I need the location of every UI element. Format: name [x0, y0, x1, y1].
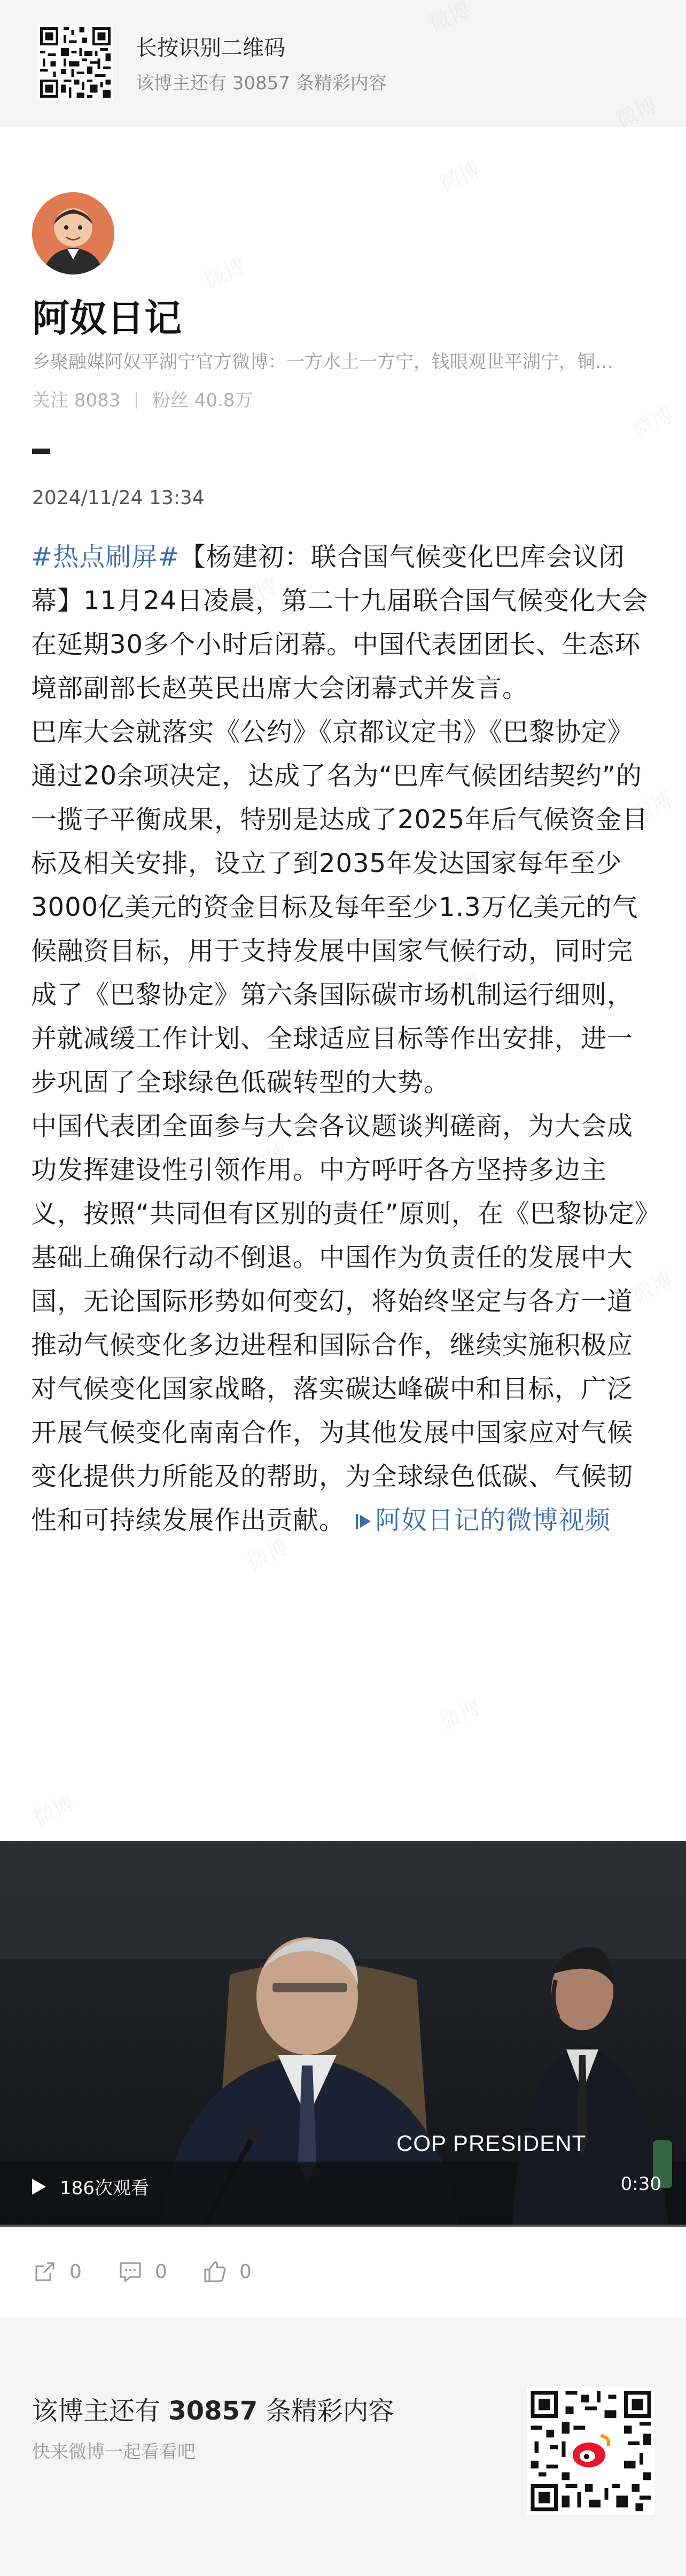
post-paragraph-1: [31, 535, 656, 710]
banner-title: 长按识别二维码: [136, 36, 285, 60]
comment-icon: [118, 2259, 143, 2284]
video-caption: COP PRESIDENT: [396, 2131, 587, 2156]
profile-stats: [32, 386, 253, 412]
watermark: [434, 153, 486, 198]
fans-label: 粉丝: [152, 390, 189, 411]
play-icon[interactable]: [31, 2178, 47, 2196]
follow-count[interactable]: 8083: [74, 390, 121, 411]
footer-count: 30857: [168, 2396, 258, 2426]
username[interactable]: 阿奴日记: [32, 296, 182, 340]
video-frame: [0, 1841, 686, 2227]
post-date: 2024/11/24 13:34: [32, 487, 205, 509]
video-link-text: 阿奴日记的微博视频: [375, 1505, 611, 1535]
comment-count: 0: [155, 2260, 167, 2283]
footer-subtitle: 快来微博一起看看吧: [32, 2441, 196, 2463]
post-paragraph-3: [31, 1104, 656, 1542]
repost-icon: [32, 2259, 58, 2284]
post-body: [31, 535, 656, 1542]
watermark: [626, 398, 678, 444]
watermark: [199, 249, 251, 294]
qr-code-image[interactable]: [37, 25, 113, 100]
watermark: [434, 1691, 486, 1736]
post-text: 【杨建初：联合国气候变化巴库会议闭幕】11月24日凌晨，第二十九届联合国气候变化大会在延期30多个小时后闭幕。中国代表团团长、生态环境部副部长赵英民出席大会闭幕式并发言。: [31, 542, 649, 703]
footer-title: [32, 2390, 394, 2427]
repost-count: 0: [69, 2260, 82, 2283]
qr-banner: [0, 0, 686, 127]
watermark: [28, 1787, 80, 1832]
follow-label: 关注: [32, 390, 68, 411]
action-bar: [0, 2227, 686, 2318]
video-player[interactable]: [0, 1841, 686, 2227]
section-divider: [32, 449, 50, 454]
like-count: 0: [239, 2260, 252, 2283]
stats-divider: [136, 392, 137, 409]
video-duration: 0:30: [620, 2173, 661, 2195]
view-count: 186次观看: [60, 2178, 149, 2199]
avatar[interactable]: [32, 192, 114, 274]
profile-bio: 乡聚融媒阿奴平湖宁官方微博：一方水土一方宁，钱眼观世平湖宁，铜…: [32, 351, 613, 373]
comment-button[interactable]: [118, 2259, 167, 2284]
footer-title-suffix: 条精彩内容: [266, 2396, 394, 2426]
video-link[interactable]: [354, 1505, 611, 1535]
qr-code-image[interactable]: [527, 2387, 655, 2515]
post-text: 中国代表团全面参与大会各议题谈判磋商，为大会成功发挥建设性引领作用。中方呼吁各方坚持多边主义，按照“共同但有区别的责任”原则，在《巴黎协定》基础上确保行动不倒退。中国作为负责任的发展中大国，无论国际形势如何变幻，将始终坚定与各方一道推动气候变化多边进程和国际合作，继续实施积极应对气候变化国家战略，落实碳达峰碳中和目标，广泛开展气候变化南南合作，为其他发展中国家应对气候变化提供力所能及的帮助，为全球绿色低碳、气候韧性和可持续发展作出贡献。: [31, 1111, 648, 1535]
banner-subtitle: 该博主还有 30857 条精彩内容: [136, 73, 387, 94]
post-paragraph-2: 巴库大会就落实《公约》《京都议定书》《巴黎协定》通过20余项决定，达成了名为“巴库气候团结契约”的一揽子平衡成果，特别是达成了2025年后气候资金目标及相关安排，设立了到2035年发达国家每年至少3000亿美元的资金目标及每年至少1.3万亿美元的气候融资目标，用于支持发展中国家气候行动，同时完成了《巴黎协定》第六条国际碳市场机制运行细则，并就减缓工作计划、全球适应目标等作出安排，进一步巩固了全球绿色低碳转型的大势。: [31, 717, 649, 1097]
fans-count[interactable]: 40.8万: [194, 390, 253, 411]
hashtag-link[interactable]: #热点刷屏#: [31, 542, 180, 572]
video-link-icon: [354, 1511, 373, 1532]
footer-promo: [0, 2318, 686, 2576]
like-button[interactable]: [202, 2259, 252, 2284]
repost-button[interactable]: [32, 2259, 82, 2284]
footer-title-prefix: 该博主还有: [32, 2396, 161, 2426]
thumbs-up-icon: [202, 2259, 228, 2284]
